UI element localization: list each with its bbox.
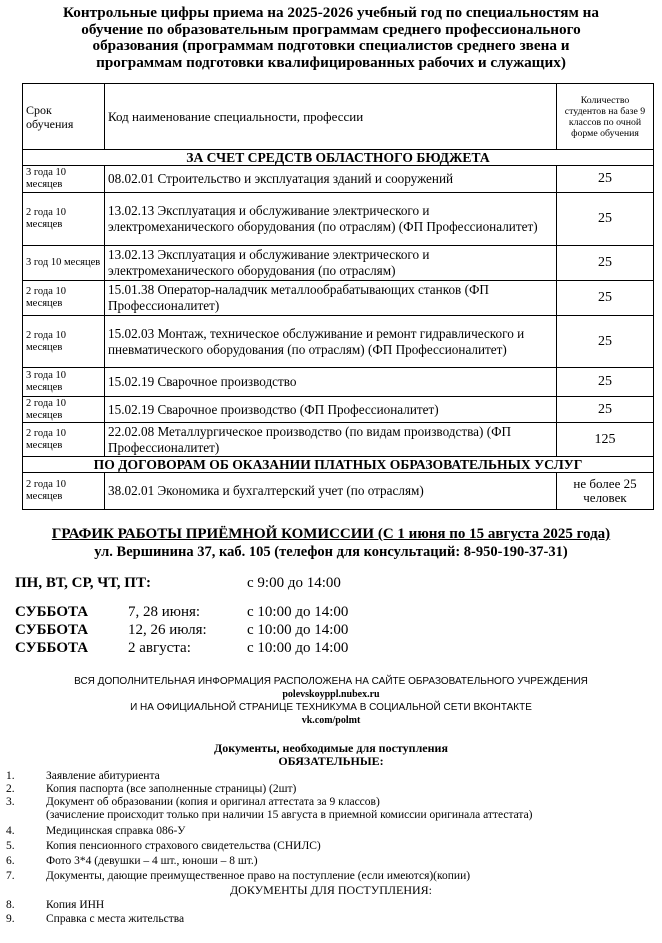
table-row — [23, 423, 654, 457]
item-text: (зачисление происходит только при наличии 15 августа в приемной комиссии оригинала аттестата) — [46, 809, 533, 821]
qty-cell: 25 — [557, 193, 654, 246]
page-title — [0, 5, 662, 71]
table-row — [23, 397, 654, 423]
table-row — [23, 166, 654, 193]
qty-cell: 25 — [557, 166, 654, 193]
qty-cell: 125 — [557, 423, 654, 457]
item-text: Документы, дающие преимущественное право на поступление (если имеются)(копии) — [46, 870, 471, 882]
qty-cell: 25 — [557, 397, 654, 423]
title-line: программам подготовки квалифицированных рабочих и служащих) — [96, 53, 566, 71]
item-number: 5. — [6, 840, 15, 852]
qty-cell: 25 — [557, 281, 654, 316]
info-line: ВСЯ ДОПОЛНИТЕЛЬНАЯ ИНФОРМАЦИЯ РАСПОЛОЖЕНА НА САЙТЕ ОБРАЗОВАТЕЛЬНОГО УЧРЕЖДЕНИЯ — [74, 676, 588, 687]
term-cell: 2 года 10 месяцев — [23, 423, 105, 457]
title-line: Контрольные цифры приема на 2025-2026 учебный год по специальностям на — [63, 4, 599, 21]
item-number: 3. — [6, 796, 15, 808]
section-row — [23, 150, 654, 166]
header-term-label: Срок обучения — [26, 102, 74, 131]
saturday-date: 2 августа: — [128, 640, 191, 656]
term-cell: 2 года 10 месяцев — [23, 193, 105, 246]
qty-cell: 25 — [557, 316, 654, 368]
documents-required-title: ОБЯЗАТЕЛЬНЫЕ: — [278, 754, 384, 768]
item-text: Копия пенсионного страхового свидетельства (СНИЛС) — [46, 840, 321, 852]
spec-cell: 38.02.01 Экономика и бухгалтерский учет (по отраслям) — [105, 473, 557, 510]
item-number: 1. — [6, 770, 15, 782]
table-row — [23, 281, 654, 316]
documents-title: Документы, необходимые для поступления — [214, 741, 448, 755]
item-text: Копия паспорта (все заполненные страницы) (2шт) — [46, 783, 297, 795]
item-text: Справка с места жительства — [46, 913, 185, 925]
info-line: И НА ОФИЦИАЛЬНОЙ СТРАНИЦЕ ТЕХНИКУМА В СОЦИАЛЬНОЙ СЕТИ ВКОНТАКТЕ — [130, 702, 532, 713]
item-number: 2. — [6, 783, 15, 795]
header-qty-label: Количество студентов на базе 9 классов по очной форме обучения — [564, 94, 646, 139]
header-spec — [105, 84, 557, 150]
spec-cell: 22.02.08 Металлургическое производство (по видам производства) (ФП Профессионалитет) — [105, 423, 557, 457]
table-row — [23, 246, 654, 281]
item-text: Документ об образовании (копия и оригинал аттестата за 9 классов) — [46, 796, 380, 808]
term-cell: 3 года 10 месяцев — [23, 166, 105, 193]
item-number: 8. — [6, 899, 15, 911]
spec-cell: 08.02.01 Строительство и эксплуатация зданий и сооружений — [105, 166, 557, 193]
spec-cell: 15.01.38 Оператор-наладчик металлообрабатывающих станков (ФП Профессионалитет) — [105, 281, 557, 316]
table-row — [23, 316, 654, 368]
item-number: 7. — [6, 870, 15, 882]
term-cell: 2 года 10 месяцев — [23, 397, 105, 423]
item-text: Заявление абитуриента — [46, 770, 160, 782]
term-cell: 2 года 10 месяцев — [23, 281, 105, 316]
term-cell: 3 год 10 месяцев — [23, 246, 105, 281]
admission-table — [22, 83, 654, 510]
table-header-row — [23, 84, 654, 150]
spec-cell: 15.02.03 Монтаж, техническое обслуживание и ремонт гидравлического и пневматического оборудования (по отраслям) (ФП Профессионалитет) — [105, 316, 557, 368]
saturday-label: СУББОТА — [15, 604, 89, 620]
spec-cell: 13.02.13 Эксплуатация и обслуживание электрического и электромеханического оборудования (по отраслям) — [105, 246, 557, 281]
table-row — [23, 473, 654, 510]
term-cell: 2 года 10 месяцев — [23, 316, 105, 368]
vk-link[interactable]: vk.com/polmt — [301, 715, 361, 726]
table-row — [23, 193, 654, 246]
term-cell: 2 года 10 месяцев — [23, 473, 105, 510]
item-text: Копия ИНН — [46, 899, 105, 911]
spec-cell: 15.02.19 Сварочное производство — [105, 368, 557, 397]
qty-cell: не более 25 человек — [557, 473, 654, 510]
schedule-address: ул. Вершинина 37, каб. 105 (телефон для консультаций: 8-950-190-37-31) — [94, 544, 568, 560]
saturday-date: 12, 26 июля: — [128, 622, 207, 638]
term-cell: 3 года 10 месяцев — [23, 368, 105, 397]
item-number: 9. — [6, 913, 15, 925]
saturday-label: СУББОТА — [15, 640, 89, 656]
saturday-label: СУББОТА — [15, 622, 89, 638]
title-line: образования (программам подготовки специалистов среднего звена и — [92, 37, 570, 54]
saturday-date: 7, 28 июня: — [128, 604, 201, 620]
documents-extra-title: ДОКУМЕНТЫ ДЛЯ ПОСТУПЛЕНИЯ: — [229, 883, 432, 897]
section-row — [23, 457, 654, 473]
title-line: обучение по образовательным программам среднего профессионального — [81, 20, 581, 38]
item-number: 6. — [6, 855, 15, 867]
weekdays-time: с 9:00 до 14:00 — [247, 575, 341, 591]
section-budget: ЗА СЧЕТ СРЕДСТВ ОБЛАСТНОГО БЮДЖЕТА — [23, 150, 654, 166]
spec-cell: 13.02.13 Эксплуатация и обслуживание электрического и электромеханического оборудования (по отраслям) (ФП Профессионалитет) — [105, 193, 557, 246]
item-text: Медицинская справка 086-У — [46, 825, 186, 837]
section-paid: ПО ДОГОВОРАМ ОБ ОКАЗАНИИ ПЛАТНЫХ ОБРАЗОВАТЕЛЬНЫХ УСЛУГ — [23, 457, 654, 473]
item-text: Фото 3*4 (девушки – 4 шт., юноши – 8 шт.) — [46, 855, 258, 867]
header-qty — [557, 84, 654, 150]
qty-cell: 25 — [557, 368, 654, 397]
saturday-time: с 10:00 до 14:00 — [247, 622, 349, 638]
site-link[interactable]: polevskoyppl.nubex.ru — [282, 689, 380, 700]
saturday-time: с 10:00 до 14:00 — [247, 604, 349, 620]
header-spec-label: Код наименование специальности, профессии — [108, 108, 364, 124]
weekdays-label: ПН, ВТ, СР, ЧТ, ПТ: — [15, 575, 151, 591]
item-number: 4. — [6, 825, 15, 837]
schedule-title: ГРАФИК РАБОТЫ ПРИЁМНОЙ КОМИССИИ (С 1 июня по 15 августа 2025 года) — [51, 526, 611, 542]
saturday-time: с 10:00 до 14:00 — [247, 640, 349, 656]
spec-cell: 15.02.19 Сварочное производство (ФП Профессионалитет) — [105, 397, 557, 423]
qty-cell: 25 — [557, 246, 654, 281]
table-row — [23, 368, 654, 397]
header-term — [23, 84, 105, 150]
